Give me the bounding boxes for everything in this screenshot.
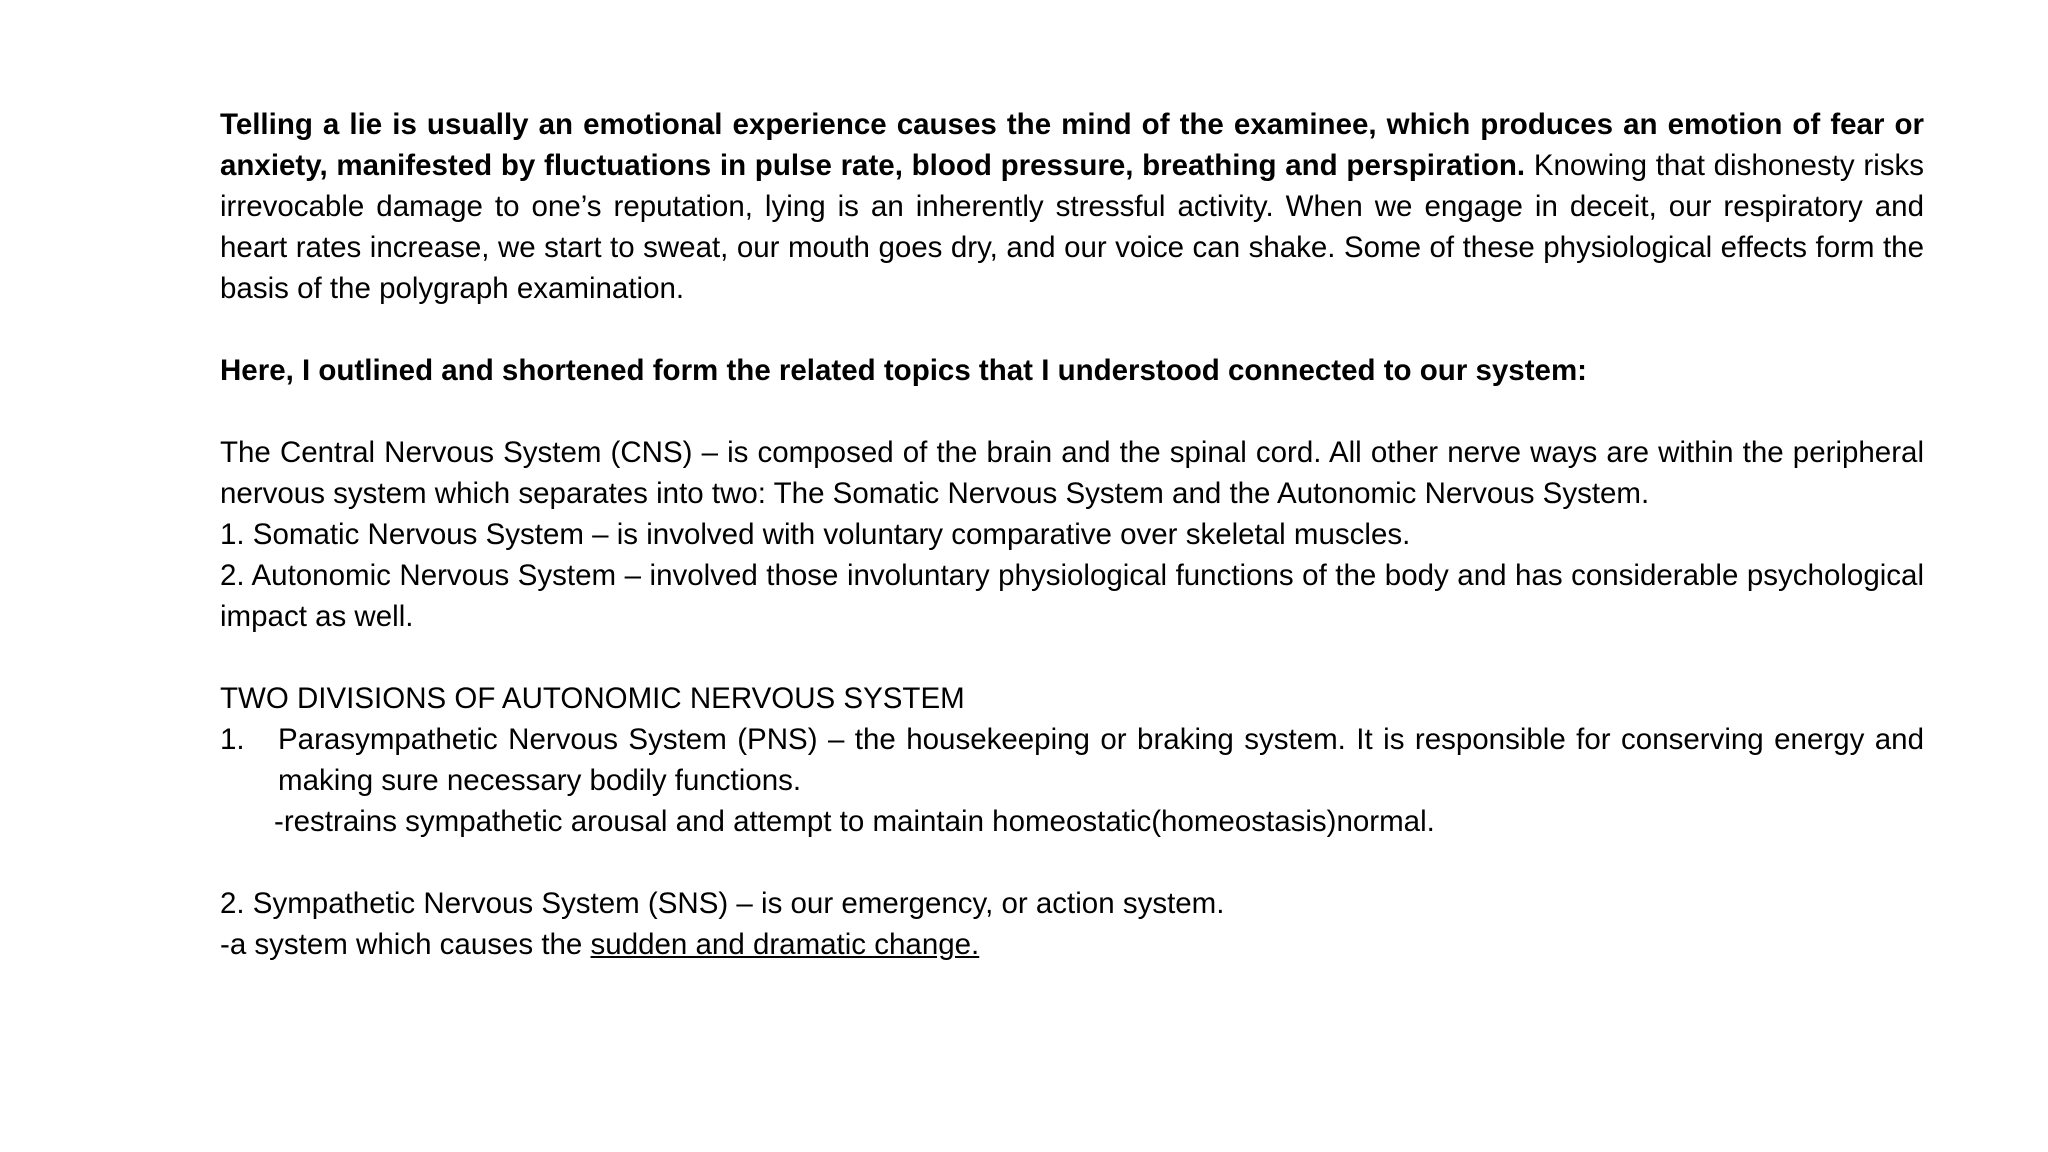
intro-normal-text: Knowing that dishonesty risks irrevocable damage to one’s reputation, lying is an inherently stressful activity. When we engage in deceit, our respiratory and heart rates increase, we start to sweat, our mouth goes dry, and our voice can shake. Some of these physiological effects form the basis of the polygraph examination. (220, 149, 1924, 305)
pns-sub-point: -restrains sympathetic arousal and attempt to maintain homeostatic(homeostasis)normal. (274, 805, 1435, 838)
intro-bold-text: Telling a lie is usually an emotional experience causes the mind of the examinee, which produces an emotion of fear or anxiety, manifested by fluctuations in pulse rate, blood pressure, breathing and perspiration. (220, 108, 1924, 182)
pns-number: 1. (220, 723, 245, 756)
sns-item: 2. Sympathetic Nervous System (SNS) – is our emergency, or action system. (220, 887, 1225, 920)
intro-paragraph (220, 104, 1924, 309)
autonomic-item: 2. Autonomic Nervous System – involved those involuntary physiological functions of the body and has considerable psychological impact as well. (220, 559, 1924, 633)
spacer (220, 309, 1924, 350)
spacer (220, 391, 1924, 432)
sns-sub-point (220, 924, 1924, 965)
sns-sub-underlined: sudden and dramatic change. (590, 928, 980, 961)
spacer (220, 637, 1924, 678)
somatic-item: 1. Somatic Nervous System – is involved with voluntary comparative over skeletal muscles. (220, 518, 1411, 551)
pns-list-item (220, 719, 1924, 801)
cns-paragraph: The Central Nervous System (CNS) – is composed of the brain and the spinal cord. All other nerve ways are within the peripheral nervous system which separates into two: The Somatic Nervous System and the Autonomic Nervous System. (220, 436, 1924, 510)
outline-heading: Here, I outlined and shortened form the related topics that I understood connected to our system: (220, 354, 1587, 387)
sns-sub-prefix: -a system which causes the (220, 928, 591, 961)
divisions-heading: TWO DIVISIONS OF AUTONOMIC NERVOUS SYSTEM (220, 682, 965, 715)
slide-content (220, 104, 1924, 965)
spacer (220, 842, 1924, 883)
pns-text: Parasympathetic Nervous System (PNS) – the housekeeping or braking system. It is responsible for conserving energy and making sure necessary bodily functions. (278, 723, 1924, 797)
